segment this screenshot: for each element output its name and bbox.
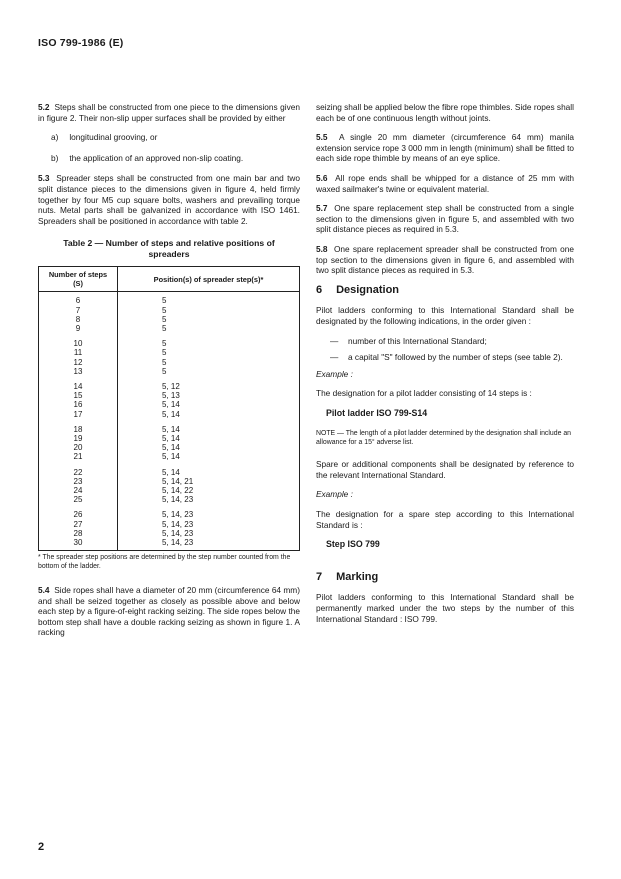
table-row xyxy=(39,434,300,443)
page-number: 2 xyxy=(38,841,45,853)
cell-steps: 15 xyxy=(39,391,118,400)
right-column xyxy=(316,102,574,633)
clause-text: Spreader steps shall be constructed from one main bar and two split distance pieces to the dimensions given in figure 4, held firmly together by four M5 cup square bolts, washers and prevailing torque nuts. Metal parts shall be galvanized in accordance with ISO 1461. Spreaders shall be positioned in accordance with table 2. xyxy=(38,173,300,226)
clause-number: 5.7 xyxy=(316,203,328,214)
cell-positions: 5, 12 xyxy=(118,376,300,391)
section-title: Designation xyxy=(336,283,400,296)
cell-positions: 5 xyxy=(118,292,300,306)
designation-note: NOTE — The length of a pilot ladder determined by the designation shall include an allowance for a 15° adverse list. xyxy=(316,430,571,446)
cell-positions: 5, 14 xyxy=(118,452,300,461)
cell-steps: 22 xyxy=(39,462,118,477)
cell-positions: 5, 14 xyxy=(118,434,300,443)
clause-number: 5.5 xyxy=(316,132,328,143)
list-label: a) xyxy=(51,132,59,143)
table-body xyxy=(39,292,300,551)
column-header-positions: Position(s) of spreader step(s)* xyxy=(118,267,300,292)
example-designation: Step ISO 799 xyxy=(326,539,380,550)
cell-positions: 5 xyxy=(118,358,300,367)
section-number: 7 xyxy=(316,570,323,583)
cell-steps: 19 xyxy=(39,434,118,443)
cell-positions: 5, 14, 23 xyxy=(118,538,300,551)
table-row xyxy=(39,462,300,477)
dash-item xyxy=(330,336,574,347)
cell-steps: 24 xyxy=(39,486,118,495)
section-number: 6 xyxy=(316,283,323,296)
example-designation: Pilot ladder ISO 799-S14 xyxy=(326,407,428,418)
cell-positions: 5, 14, 21 xyxy=(118,477,300,486)
designation-intro: Pilot ladders conforming to this International Standard shall be designated by the following indications, in the order given : xyxy=(316,305,574,326)
table-row xyxy=(39,324,300,333)
clause-number: 5.4 xyxy=(38,585,50,596)
table-2 xyxy=(38,266,300,551)
cell-steps: 21 xyxy=(39,452,118,461)
cell-positions: 5 xyxy=(118,348,300,357)
clause-5-8 xyxy=(316,244,574,276)
example-text: The designation for a pilot ladder consisting of 14 steps is : xyxy=(316,388,532,399)
table-row xyxy=(39,538,300,551)
cell-steps: 26 xyxy=(39,504,118,519)
table-row xyxy=(39,443,300,452)
cell-positions: 5, 14, 23 xyxy=(118,520,300,529)
table-row xyxy=(39,486,300,495)
cell-positions: 5 xyxy=(118,306,300,315)
cell-steps: 14 xyxy=(39,376,118,391)
table-row xyxy=(39,419,300,434)
cell-positions: 5, 14 xyxy=(118,419,300,434)
clause-5-4-continued: seizing shall be applied below the fibre rope thimbles. Side ropes shall each be of one continuous length without joints. xyxy=(316,102,574,123)
clause-5-3 xyxy=(38,173,300,226)
cell-steps: 23 xyxy=(39,477,118,486)
cell-positions: 5 xyxy=(118,333,300,348)
cell-steps: 30 xyxy=(39,538,118,551)
table-row xyxy=(39,315,300,324)
header-line: (S) xyxy=(73,279,83,289)
cell-positions: 5, 14 xyxy=(118,462,300,477)
column-header-steps xyxy=(39,267,118,292)
section-title: Marking xyxy=(336,570,379,583)
cell-steps: 17 xyxy=(39,410,118,419)
cell-steps: 7 xyxy=(39,306,118,315)
clause-number: 5.3 xyxy=(38,173,50,184)
table-row xyxy=(39,504,300,519)
cell-steps: 13 xyxy=(39,367,118,376)
cell-steps: 25 xyxy=(39,495,118,504)
clause-5-5 xyxy=(316,132,574,164)
table-row xyxy=(39,452,300,461)
table-row xyxy=(39,358,300,367)
cell-positions: 5, 13 xyxy=(118,391,300,400)
table-row xyxy=(39,367,300,376)
section-heading-designation xyxy=(316,285,574,296)
marking-text: Pilot ladders conforming to this International Standard shall be permanently marked under the two steps by the number of this International Standard : ISO 799. xyxy=(316,592,574,624)
clause-5-4 xyxy=(38,585,300,638)
table-row xyxy=(39,292,300,306)
cell-steps: 9 xyxy=(39,324,118,333)
table-row xyxy=(39,400,300,409)
table-row xyxy=(39,520,300,529)
table-row xyxy=(39,376,300,391)
cell-steps: 12 xyxy=(39,358,118,367)
header-line: Number of steps xyxy=(48,270,108,280)
cell-steps: 10 xyxy=(39,333,118,348)
cell-steps: 20 xyxy=(39,443,118,452)
table-row xyxy=(39,529,300,538)
cell-positions: 5, 14, 23 xyxy=(118,504,300,519)
cell-steps: 16 xyxy=(39,400,118,409)
dash-item xyxy=(330,352,574,363)
left-column xyxy=(38,102,300,647)
list-label: b) xyxy=(51,152,59,163)
clause-text: One spare replacement step shall be constructed from a single section to the dimensions given in figure 5, and assembled with two split distance pieces as required in 5.3. xyxy=(316,203,574,235)
table-row xyxy=(39,348,300,357)
cell-positions: 5, 14, 22 xyxy=(118,486,300,495)
clause-number: 5.6 xyxy=(316,172,328,183)
cell-steps: 18 xyxy=(39,419,118,434)
table-row xyxy=(39,477,300,486)
dash-text: a capital "S" followed by the number of steps (see table 2). xyxy=(348,352,563,363)
table-footnote: * The spreader step positions are determined by the step number counted from the bottom of the ladder. xyxy=(38,554,291,570)
clause-text: Steps shall be constructed from one piece to the dimensions given in figure 2. Their non-slip upper surfaces shall be provided by either xyxy=(38,102,300,123)
list-item-a xyxy=(51,132,300,143)
cell-steps: 11 xyxy=(39,348,118,357)
dash-marker: — xyxy=(330,352,339,363)
cell-steps: 8 xyxy=(39,315,118,324)
table-header-row xyxy=(39,267,300,292)
cell-positions: 5, 14 xyxy=(118,400,300,409)
cell-positions: 5, 14, 23 xyxy=(118,529,300,538)
cell-positions: 5, 14, 23 xyxy=(118,495,300,504)
table-row xyxy=(39,306,300,315)
cell-positions: 5 xyxy=(118,324,300,333)
spare-components-text: Spare or additional components shall be designated by reference to the relevant International Standard. xyxy=(316,459,574,480)
clause-text: One spare replacement spreader shall be constructed from one top section to the dimensions given in figure 6, and assembled with two split distance pieces as required in 5.3. xyxy=(316,243,574,276)
example-label: Example : xyxy=(316,489,353,500)
clause-text: All rope ends shall be whipped for a distance of 25 mm with waxed sailmaker's twine or equivalent material. xyxy=(316,172,575,194)
example-text: The designation for a spare step according to this International Standard is : xyxy=(316,509,574,530)
clause-text: A single 20 mm diameter (circumference 64 mm) manila extension service rope 3 000 mm in length (minimum) shall be fitted to each side rope thimble by means of an eye splice. xyxy=(316,132,574,164)
dash-text: number of this International Standard; xyxy=(348,335,487,346)
clause-text: Side ropes shall have a diameter of 20 mm (circumference 64 mm) and shall be seized together as closely as possible above and below each step by a figure-of-eight racking seizing. The side ropes below the bottom step shall have a double racking seizing as shown in figure 1. A racking xyxy=(38,585,300,638)
cell-positions: 5 xyxy=(118,367,300,376)
table-row xyxy=(39,495,300,504)
caption-line: spreaders xyxy=(148,249,190,260)
cell-steps: 27 xyxy=(39,520,118,529)
table-row xyxy=(39,391,300,400)
clause-number: 5.8 xyxy=(316,243,328,254)
example-label: Example : xyxy=(316,368,353,379)
clause-5-7 xyxy=(316,203,574,235)
cell-steps: 6 xyxy=(39,292,118,306)
cell-positions: 5 xyxy=(118,315,300,324)
caption-line: Table 2 — Number of steps and relative positions of xyxy=(63,238,275,249)
page-header: ISO 799-1986 (E) xyxy=(38,37,124,49)
list-text: longitudinal grooving, or xyxy=(69,132,158,143)
clause-number: 5.2 xyxy=(38,102,50,112)
list-text: the application of an approved non-slip coating. xyxy=(69,152,244,163)
table-row xyxy=(39,410,300,419)
clause-5-6 xyxy=(316,173,574,194)
cell-positions: 5, 14 xyxy=(118,410,300,419)
cell-steps: 28 xyxy=(39,529,118,538)
list-item-b xyxy=(51,153,300,164)
cell-positions: 5, 14 xyxy=(118,443,300,452)
table-row xyxy=(39,333,300,348)
section-heading-marking xyxy=(316,572,574,583)
table-2-caption xyxy=(38,238,300,260)
dash-marker: — xyxy=(330,335,339,346)
clause-5-2 xyxy=(38,102,300,123)
